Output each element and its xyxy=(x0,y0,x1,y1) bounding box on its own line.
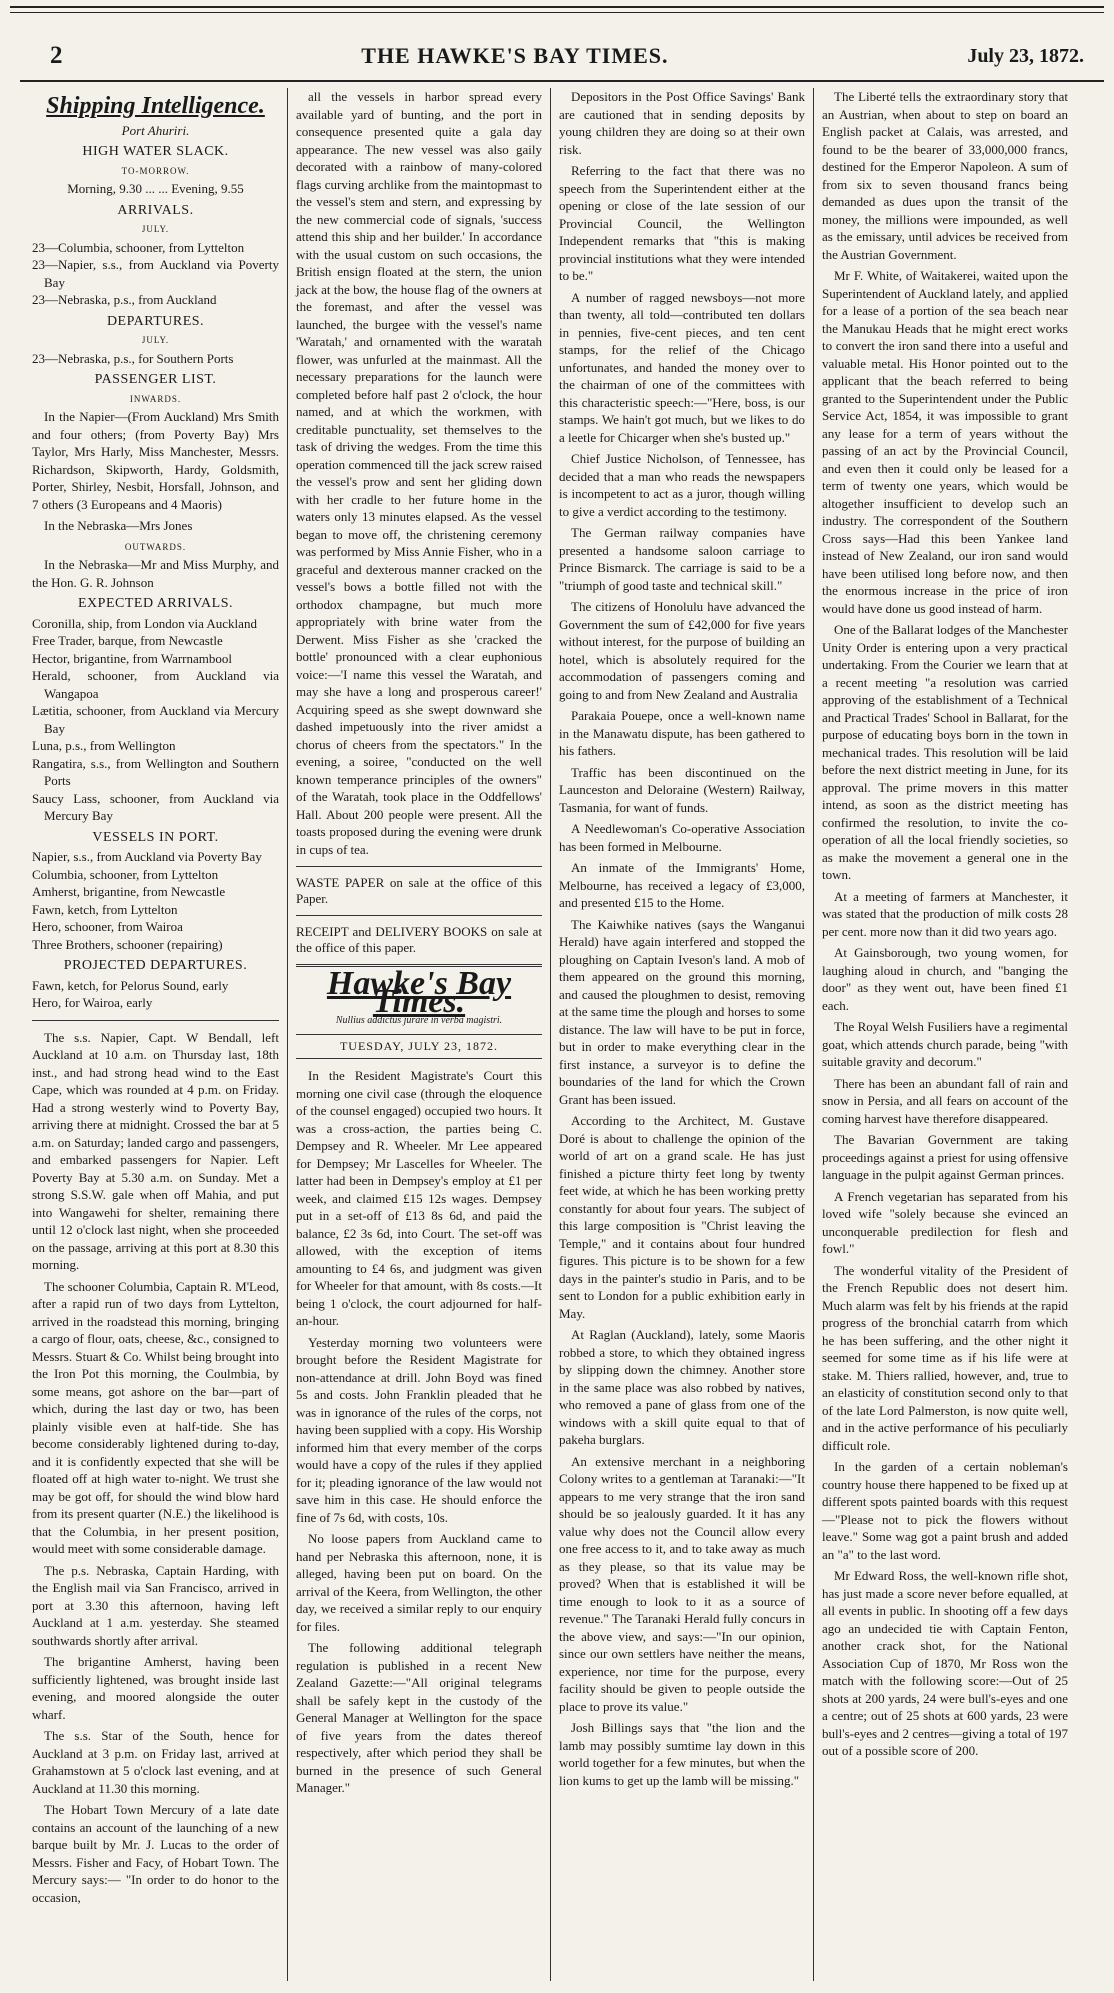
list-item: Three Brothers, schooner (repairing) xyxy=(32,936,223,952)
article-paragraph: The p.s. Nebraska, Captain Harding, with the English mail via San Francisco, arrived in port at 3.30 this afternoon, having left Auckland at 1 a.m. yesterday. She steamed southwards shortly after arrival. xyxy=(32,1562,279,1648)
article-paragraph: The wonderful vitality of the President of the French Republic does not desert him. Much alarm was felt by his friends at the rapid progress of the bronchial catarrh from which he has been suffering, and the other night it seemed for some time as if his life were at stake. M. Thiers rallied, however, and, true to an elasticity of constitution second only to that of the late Lord Palmerston, is now quite well, and in the active performance of his peculiarly difficult role. xyxy=(822,1262,1068,1453)
list-item: Columbia, schooner, from Lyttelton xyxy=(32,866,219,882)
column-1 xyxy=(24,88,287,1981)
arrivals-month: JULY. xyxy=(141,224,170,234)
article-paragraph: A number of ragged newsboys—not more than twenty, all told—contributed ten dollars in pennies, five-cent pieces, and ten cent stamps, for the relief of the Chicago unfortunates, and handed the money over to the chairman of one of the committees with this characteristic speech:—"Here, boss, is our stamps. We hain't got much, but we likes to do a leetle for Chicarger when she's busted up." xyxy=(559,289,805,445)
list-item: 23—Nebraska, p.s., from Auckland xyxy=(32,292,217,307)
divider xyxy=(296,915,542,916)
article-paragraph: A Needlewoman's Co-operative Association has been formed in Melbourne. xyxy=(559,821,805,854)
article-paragraph: The following additional telegraph regulation is published in a recent New Zealand Gazette:—"All original telegrams shall be safely kept in the custody of the General Manager at Wellington for the space of five years from the dates thereof respectively, after which period they shall be burned in the presence of such General Manager." xyxy=(296,1640,542,1795)
high-water-times: Morning, 9.30 ... ... Evening, 9.55 xyxy=(67,181,244,196)
in-port-title: VESSELS IN PORT. xyxy=(92,829,219,845)
article-paragraph: The Hobart Town Mercury of a late date contains an account of the launching of a new barque built by Mr. J. Lucas to the order of Messrs. Fisher and Facy, of Hobart Town. The Mercury says:— "In order to do honor to the occasion, xyxy=(32,1802,279,1905)
departures-list xyxy=(32,350,279,368)
list-item: Amherst, brigantine, from Newcastle xyxy=(32,884,226,899)
article-paragraph: The Kaiwhike natives (says the Wanganui Herald) have again interfered and stopped the ploughing on Captain Iveson's land. A mob of them appeared on the ground this morning, and caused the ploughmen to desist, removing at the same time the plough and horses to some distance. The law will have to be put in force, but in order to make everything clear in the first instance, a surveyor is to define the boundaries of the land for which the Crown Grant has been issued. xyxy=(559,916,805,1107)
masthead xyxy=(10,36,1104,76)
article-paragraph: Chief Justice Nicholson, of Tennessee, has decided that a man who reads the newspapers is incompetent to act as a juror, though willing to give a verdict according to the testimony. xyxy=(559,451,805,519)
paper-motto: Nullius addictus jurare in verba magistri. xyxy=(335,1015,503,1026)
high-water-title: HIGH WATER SLACK. xyxy=(82,144,229,159)
article-paragraph: At a meeting of farmers at Manchester, it was stated that the production of milk costs 28 per cent. more now than it did two years ago. xyxy=(822,888,1068,939)
column-2 xyxy=(287,88,550,1981)
article-paragraph: The schooner Columbia, Captain R. M'Leod, after a rapid run of two days from Lyttelton, arrived in the roadstead this morning, bringing a cargo of flour, oats, cheese, &c., consigned to Messrs. Stuart & Co. Whilst being brought into the Iron Pot this morning, the Coulmbia, by some means, got ashore on the bar—part of which, during the last day or two, has been plainly visible even at half-tide. She has become considerably lightened during to-day, and it is confidently expected that she will be floated off at high water to-night. We trust she may be got off, for should the wind blow hard from its present quarter (N.E.) the likelihood is that the Columbia, in her present position, would meet with some considerable damage. xyxy=(32,1278,279,1556)
header-rule xyxy=(20,80,1104,82)
passenger-title: PASSENGER LIST. xyxy=(94,372,217,387)
article-paragraph: Mr F. White, of Waitakerei, waited upon the Superintendent of Auckland lately, and applied for a lease of a portion of the sea beach near the Manukau Heads that he might erect works to convert the iron sand there into a useful and valuable metal. His Honor pointed out to the applicant that the beach referred to being granted to the Superintendent under the Public Service Act, 1854, it was impossible to grant any lease for a term of years without the passing of an act by the Provincial Council, and even then it could only be leased for a term of twenty one years, which would be altogether insufficient to develop such an industry. The correspondent of the Southern Cross says—Had this been Yankee land instead of New Zealand, our iron sand would have been utilised long before now, and then the enormous increase in the price of iron would have done us good instead of harm. xyxy=(822,268,1068,616)
list-item: Lætitia, schooner, from Auckland via Mercury Bay xyxy=(32,703,279,736)
issue-date: July 23, 1872. xyxy=(967,44,1084,67)
list-item: Rangatira, s.s., from Wellington and Southern Ports xyxy=(32,755,279,788)
article-paragraph: An extensive merchant in a neighboring Colony writes to a gentleman at Taranaki:—"It appears to me very strange that the iron sand should be so jealously guarded. It it has any value why does not the Council allow every one free access to it, and to take away as much as they please, so that its value may be proved? When that is established it will be time enough to look to it as a source of revenue." The Taranaki Herald fully concurs in the above view, and says:—"In our opinion, since our own settlers have neither the means, experience, nor time for the purpose, every facility should be given to people outside the place to prove its value." xyxy=(559,1453,805,1714)
article-paragraph: Parakaia Pouepe, once a well-known name in the Manawatu dispute, has been gathered to his fathers. xyxy=(559,708,805,758)
list-item: 23—Nebraska, p.s., for Southern Ports xyxy=(32,350,234,366)
article-paragraph: Traffic has been discontinued on the Launceston and Deloraine (Western) Railway, Tasmania, for want of funds. xyxy=(559,764,805,815)
column-3 xyxy=(550,88,813,1981)
arrivals-title: ARRIVALS. xyxy=(117,202,194,218)
article-paragraph: The Bavarian Government are taking proceedings against a priest for using offensive language in the pulpit against German princes. xyxy=(822,1132,1068,1182)
expected-list xyxy=(32,615,279,825)
list-item: Hector, brigantine, from Warrnambool xyxy=(32,650,232,666)
article-paragraph: The German railway companies have presented a handsome saloon carriage to Prince Bismarck. The carriage is said to be a "triumph of good taste and technical skill." xyxy=(559,525,805,593)
article-paragraph: The citizens of Honolulu have advanced the Government the sum of £42,000 for five years without interest, for the purpose of building an hotel, which is absolutely required for the accommodation of passengers coming and going to and from New Zealand and Australia xyxy=(559,599,805,702)
section-title: Shipping Intelligence. xyxy=(46,93,265,119)
article-paragraph: Yesterday morning two volunteers were brought before the Resident Magistrate for non-attendance at drill. John Boyd was fined 5s and costs. John Franklin pleaded that he was in ignorance of the rules of the corps, not having been supplied with a copy. His Worship informed him that every member of the corps would have a copy of the rules if they applied for it; pleading ignorance of the law would not save him in this case. He should enforce the fine of 7s 6d, with costs, 10s. xyxy=(296,1334,542,1525)
passengers-out: In the Nebraska—Mr and Miss Murphy, and the Hon. G. R. Johnson xyxy=(32,557,279,590)
page-number: 2 xyxy=(50,42,63,69)
article-paragraph: Josh Billings says that "the lion and the lamb may possibly sumtime lay down in this world together for a few minutes, but when the lion kums to get up the lamb will be missing." xyxy=(559,1720,805,1788)
newspaper-title: THE HAWKE'S BAY TIMES. xyxy=(361,43,669,68)
list-item: 23—Columbia, schooner, from Lyttelton xyxy=(32,239,245,255)
article-paragraph: No loose papers from Auckland came to hand per Nebraska this afternoon, none, it is alleged, having been put on board. On the arrival of the Keera, from Wellington, the other day, we received a similar reply to our enquiry for files. xyxy=(296,1531,542,1634)
passengers-in-2: In the Nebraska—Mrs Jones xyxy=(44,518,193,533)
top-rule xyxy=(10,6,1104,13)
list-item: Luna, p.s., from Wellington xyxy=(32,738,176,753)
article-paragraph: The Royal Welsh Fusiliers have a regimental goat, which attends church parade, being "with suitable gravity and decorum." xyxy=(822,1019,1068,1069)
article-paragraph: The brigantine Amherst, having been sufficiently lightened, was brought inside last evening, and moored alongside the outer wharf. xyxy=(32,1654,279,1722)
outwards-label: OUTWARDS. xyxy=(124,541,187,552)
article-paragraph: An inmate of the Immigrants' Home, Melbourne, has received a legacy of £3,000, and presented £15 to the Home. xyxy=(559,860,805,910)
list-item: Napier, s.s., from Auckland via Poverty Bay xyxy=(32,849,262,864)
port-name: Port Ahuriri. xyxy=(121,122,190,138)
list-item: Hero, for Wairoa, early xyxy=(32,995,153,1010)
article-paragraph: The s.s. Napier, Capt. W Bendall, left Auckland at 10 a.m. on Thursday last, 18th inst., and had strong head wind to the East Cape, which was rounded at 4 p.m. on Friday. Had a strong westerly wind to Poverty Bay, arriving there at midnight. Crossed the bar at 5 a.m. on Saturday; landed cargo and passengers, and embarked passengers for Napier. Left Poverty Bay at 5.30 a.m. on Sunday. Met a strong S.S.W. gale when off Mahia, and put into Wangawehi for shelter, remaining there until 12 o'clock last night, when she proceeded on the passage, arriving at this port at 8.30 this morning. xyxy=(32,1029,279,1272)
article-paragraph: According to the Architect, M. Gustave Doré is about to challenge the opinion of the world of art on a grand scale. He has just finished a picture thirty feet long by twenty feet wide, at which he has been working pretty constantly for about four years. The subject of this large composition is "Christ leaving the Temple," and it contains about four hundred figures. This picture is to be shown for a few days in the painter's studio in Paris, and to be sent to London for a public exhibition early in May. xyxy=(559,1113,805,1321)
article-paragraph: There has been an abundant fall of rain and snow in Persia, and all fears on account of the coming harvest have therefore disappeared. xyxy=(822,1075,1068,1126)
article-paragraph: all the vessels in harbor spread every available yard of bunting, and the port in consequence presented quite a gala day appearance. The new vessel was also gaily decorated with a rainbow of many-colored flags curving archlike from the maintopmast to the vessel's stem and stern, and expressing by the new commercial code of signals, 'success attend this ship and her builder.' In accordance with the usual custom on such occasions, the British ensign floated at the stern, the union jack at the bow, the house flag of the owners at the foremast, and after the vessel was launched, the burgee with the vessel's name 'Waratah,' and ornamented with the waratah flower, was unfurled at the mainmast. All the necessary preparations for the launch were completed before half past 2 o'clock, the hour named, and at which the workmen, with creditable punctuality, set themselves to the task of driving the wedges. From the time this operation commenced till the jack screw raised the vessel's prow and sent her gliding down with her cradle to her future home in the waters only 13 minutes elapsed. As the vessel began to move off, the christening ceremony was performed by Miss Annie Fisher, who in a graceful and dexterous manner cracked on the vessel's bows a bottle filled not with the orthodox champagne, but much more appropriately with brine water from the Derwent. Miss Fisher as she 'cracked the bottle' pronounced with a clear euphonious voice:—'I name this vessel the Waratah, and may she have a long and prosperous career!' Acquiring speed as she swept downward she dashed impetuously into the river amidst a chorus of cheers from the spectators." In the evening, a soiree, "conducted on the well known temperance principles of the owners" of the Waratah, took place in the Oddfellows' Hall. About 200 people were present. All the toasts proposed during the evening were drunk in cups of tea. xyxy=(296,89,542,857)
high-water-sub: TO-MORROW. xyxy=(121,165,190,176)
list-item: Coronilla, ship, from London via Auckland xyxy=(32,615,257,631)
list-item: Herald, schooner, from Auckland via Wangapoa xyxy=(32,668,279,701)
article-paragraph: The s.s. Star of the South, hence for Auckland at 3 p.m. on Friday last, arrived at Grahamstown at 5 o'clock last evening, and at Auckland at 11.30 this morning. xyxy=(32,1728,279,1796)
inwards-label: INWARDS. xyxy=(129,393,182,404)
list-item: 23—Napier, s.s., from Auckland via Poverty Bay xyxy=(32,257,279,290)
list-item: Fawn, ketch, for Pelorus Sound, early xyxy=(32,977,229,993)
article-paragraph: Referring to the fact that there was no speech from the Superintendent either at the opening or close of the late session of our Provincial Council, the Wellington Independent remarks that "this is making provincial institutions what they were intended to be." xyxy=(559,163,805,283)
list-item: Fawn, ketch, from Lyttelton xyxy=(32,901,178,917)
article-paragraph: In the Resident Magistrate's Court this morning one civil case (through the eloquence of the counsel engaged) occupied two hours. It was a cross-action, the parties being C. Dempsey and R. Wheeler. Mr Lee appeared for Dempsey; Mr Lascelles for Wheeler. The latter had been in Dempsey's employ at £1 per week, and claimed £15 12s wages. Dempsey put in a set-off of £13 8s 6d, and paid the balance, £2 3s 6d, into Court. The set-off was allowed, with the exception of items amounting to £4 6s, and judgment was given for Wheeler for that amount, with 8s costs.—It being 1 o'clock, the court adjourned for half-an-hour. xyxy=(296,1068,542,1328)
article-paragraph: At Raglan (Auckland), lately, some Maoris robbed a store, to which they obtained ingress by slipping down the chimney. Another store in the same place was also robbed by natives, who removed a pane of glass from one of the windows with a skill quite equal to that of pakeha burglars. xyxy=(559,1327,805,1447)
list-item: Saucy Lass, schooner, from Auckland via Mercury Bay xyxy=(32,790,279,823)
list-item: Hero, schooner, from Wairoa xyxy=(32,919,183,934)
article-paragraph: Depositors in the Post Office Savings' Bank are cautioned that in sending deposits by young children they are doing so at their own risk. xyxy=(559,89,805,157)
passengers-in: In the Napier—(From Auckland) Mrs Smith and four others; (from Poverty Bay) Mrs Taylor, Mrs Harly, Miss Manchester, Messrs. Richardson, Skipworth, Hardy, Goldsmith, Porter, Shirley, Nesbit, Horsfall, Johnson, and 7 others (3 Europeans and 4 Maoris) xyxy=(32,409,279,512)
in-port-list xyxy=(32,848,279,953)
article-paragraph: One of the Ballarat lodges of the Manchester Unity Order is entering upon a very practical undertaking. From the Courier we learn that at a recent meeting "a resolution was carried approving of the establishment of a Technical and Practical Trades' School in Ballarat, for the purpose of educating boys born in the town in mechanical trades. This resolution will be laid before the next district meeting in June, for its approval. The prime movers in this matter intend, as soon as the district meeting has confirmed the resolution, to invite the co-operation of all the local friendly societies, so as make the movement a general one in the town. xyxy=(822,622,1068,882)
advertisement-waste-paper: WASTE PAPER on sale at the office of this Paper. xyxy=(296,875,542,906)
expected-title: EXPECTED ARRIVALS. xyxy=(78,596,233,611)
columns xyxy=(24,88,1104,1981)
departures-month: JULY. xyxy=(141,335,170,345)
dateline: TUESDAY, JULY 23, 1872. xyxy=(296,1034,542,1060)
article-paragraph: In the garden of a certain nobleman's country house there happened to be fixed up at different spots painted boards with this request—"Please not to pick the flowers without leave." Some wag got a paint brush and added an "a" to the last word. xyxy=(822,1459,1068,1562)
projected-title: PROJECTED DEPARTURES. xyxy=(63,958,248,973)
list-item: Free Trader, barque, from Newcastle xyxy=(32,633,223,648)
article-paragraph: Mr Edward Ross, the well-known rifle shot, has just made a score never before equalled, at all events in public. In shooting off a few days ago an undecided tie with Captain Fenton, another crack shot, for the National Association Cup of 1870, Mr Ross won the match with the following score:—Out of 25 shots at 200 yards, 24 were bull's-eyes and one a centre; out of 25 shots at 600 yards, 23 were bull's-eyes and 2 centres—giving a total of 197 out of a possible score of 200. xyxy=(822,1568,1068,1758)
departures-title: DEPARTURES. xyxy=(106,313,205,329)
column-4 xyxy=(813,88,1076,1981)
article-paragraph: The Liberté tells the extraordinary story that an Austrian, when about to step on board an English packet at Calais, was arrested, and found to be the bearer of 33,000,000 francs, destined for the Emperor Napoleon. A sum of from six to seven thousand francs being demanded as dues upon the transit of the money, the millions were impounded, as well as the emissary, until advices be received from the Austrian Government. xyxy=(822,89,1068,262)
newspaper-page xyxy=(10,6,1104,1981)
divider xyxy=(296,866,542,867)
advertisement-receipt-books: RECEIPT and DELIVERY BOOKS on sale at the office of this paper. xyxy=(296,924,542,955)
paper-title: Hawke's Bay Times. xyxy=(326,965,512,1020)
divider xyxy=(32,1020,279,1021)
arrivals-list xyxy=(32,239,279,309)
projected-list xyxy=(32,977,279,1012)
article-paragraph: A French vegetarian has separated from his loved wife "solely because she evinced an unconquerable predilection for flesh and fowl." xyxy=(822,1188,1068,1256)
article-paragraph: At Gainsborough, two young women, for laughing aloud in church, and "banging the door" as they went out, have been fined £1 each. xyxy=(822,945,1068,1013)
